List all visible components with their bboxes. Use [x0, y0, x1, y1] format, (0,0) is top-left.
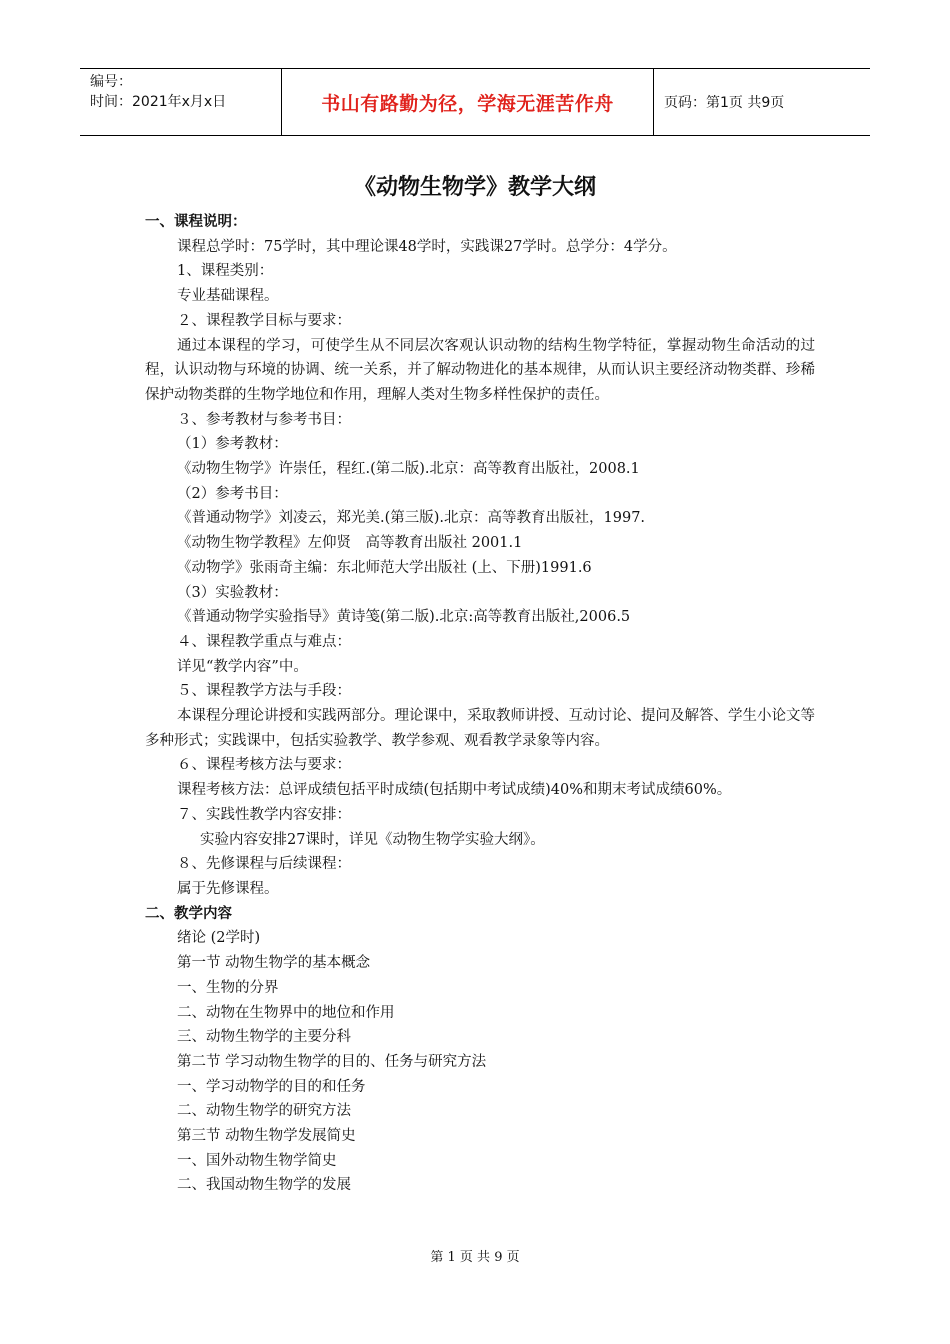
reference-item: 《普通动物学实验指导》黄诗笺(第二版).北京:高等教育出版社,2006.5 — [177, 609, 631, 626]
text-line: ４、课程教学重点与难点： — [177, 633, 351, 650]
page-header — [80, 68, 870, 136]
outline-item: 二、动物在生物界中的地位和作用 — [177, 1004, 395, 1021]
header-meta — [80, 69, 282, 135]
outline-item: 三、动物生物学的主要分科 — [177, 1029, 351, 1046]
outline-item: 一、学习动物学的目的和任务 — [177, 1078, 366, 1095]
text-line: ６、课程考核方法与要求： — [177, 757, 351, 774]
text-line: 课程总学时：75学时，其中理论课48学时，实践课27学时。总学分：4学分。 — [177, 238, 677, 255]
outline-item: 一、生物的分界 — [177, 979, 279, 996]
outline-item: 一、国外动物生物学简史 — [177, 1152, 337, 1169]
page-footer: 第 1 页 共 9 页 — [430, 1250, 520, 1265]
text-line: ２、课程教学目标与要求： — [177, 312, 351, 329]
text-line: 属于先修课程。 — [177, 880, 279, 897]
date-label: 时间：2021年x月x日 — [90, 94, 227, 110]
text-line: 1、课程类别： — [177, 263, 274, 280]
section-heading: 一、课程说明： — [145, 214, 247, 230]
outline-item: 二、我国动物生物学的发展 — [177, 1177, 351, 1194]
header-page-info: 页码：第1页 共9页 — [664, 95, 785, 111]
text-line: （2）参考书目： — [177, 485, 288, 502]
text-line: （1）参考教材： — [177, 436, 288, 453]
reference-item: 《动物生物学》许崇任，程红.(第二版).北京：高等教育出版社，2008.1 — [177, 461, 640, 478]
reference-item: 《动物学》张雨奇主编：东北师范大学出版社 (上、下册)1991.6 — [177, 559, 592, 576]
outline-item: 第二节 学习动物生物学的目的、任务与研究方法 — [177, 1053, 487, 1070]
text-line: ７、实践性教学内容安排： — [177, 806, 351, 823]
reference-item: 《动物生物学教程》左仰贤 高等教育出版社 2001.1 — [177, 535, 523, 552]
outline-item: 绪论 (2学时) — [177, 930, 261, 947]
outline-item: 第一节 动物生物学的基本概念 — [177, 955, 371, 972]
method-paragraph: 本课程分理论讲授和实践两部分。理论课中，采取教师讲授、互动讨论、提问及解答、学生小论文等多种形式；实践课中，包括实验教学、教学参观、观看教学录象等内容。 — [145, 708, 815, 749]
text-line: ５、课程教学方法与手段： — [177, 683, 351, 700]
reference-item: 《普通动物学》刘凌云，郑光美.(第三版).北京：高等教育出版社，1997. — [177, 510, 646, 527]
text-line: ８、先修课程与后续课程： — [177, 856, 351, 873]
serial-number-label: 编号： — [90, 74, 132, 90]
goal-paragraph: 通过本课程的学习，可使学生从不同层次客观认识动物的结构生物学特征，掌握动物生命活动的过程，认识动物与环境的协调、统一关系，并了解动物进化的基本规律，从而认识主要经济动物类群、珍稀保护动物类群的生物学地位和作用，理解人类对生物多样性保护的责任。 — [145, 337, 815, 403]
text-line: 详见“教学内容”中。 — [177, 658, 308, 675]
outline-item: 二、动物生物学的研究方法 — [177, 1103, 351, 1120]
text-line: （3）实验教材： — [177, 584, 288, 601]
section-heading: 二、教学内容 — [145, 905, 232, 922]
outline-item: 第三节 动物生物学发展简史 — [177, 1128, 356, 1145]
document-title: 《动物生物学》教学大纲 — [353, 175, 596, 200]
document-body — [145, 210, 815, 1198]
text-line: 专业基础课程。 — [177, 288, 279, 305]
text-line: 实验内容安排27课时，详见《动物生物学实验大纲》。 — [200, 831, 545, 848]
header-motto: 书山有路勤为径，学海无涯苦作舟 — [282, 69, 654, 135]
text-line: 课程考核方法：总评成绩包括平时成绩(包括期中考试成绩)40%和期末考试成绩60%。 — [177, 782, 732, 799]
text-line: ３、参考教材与参考书目： — [177, 411, 351, 428]
